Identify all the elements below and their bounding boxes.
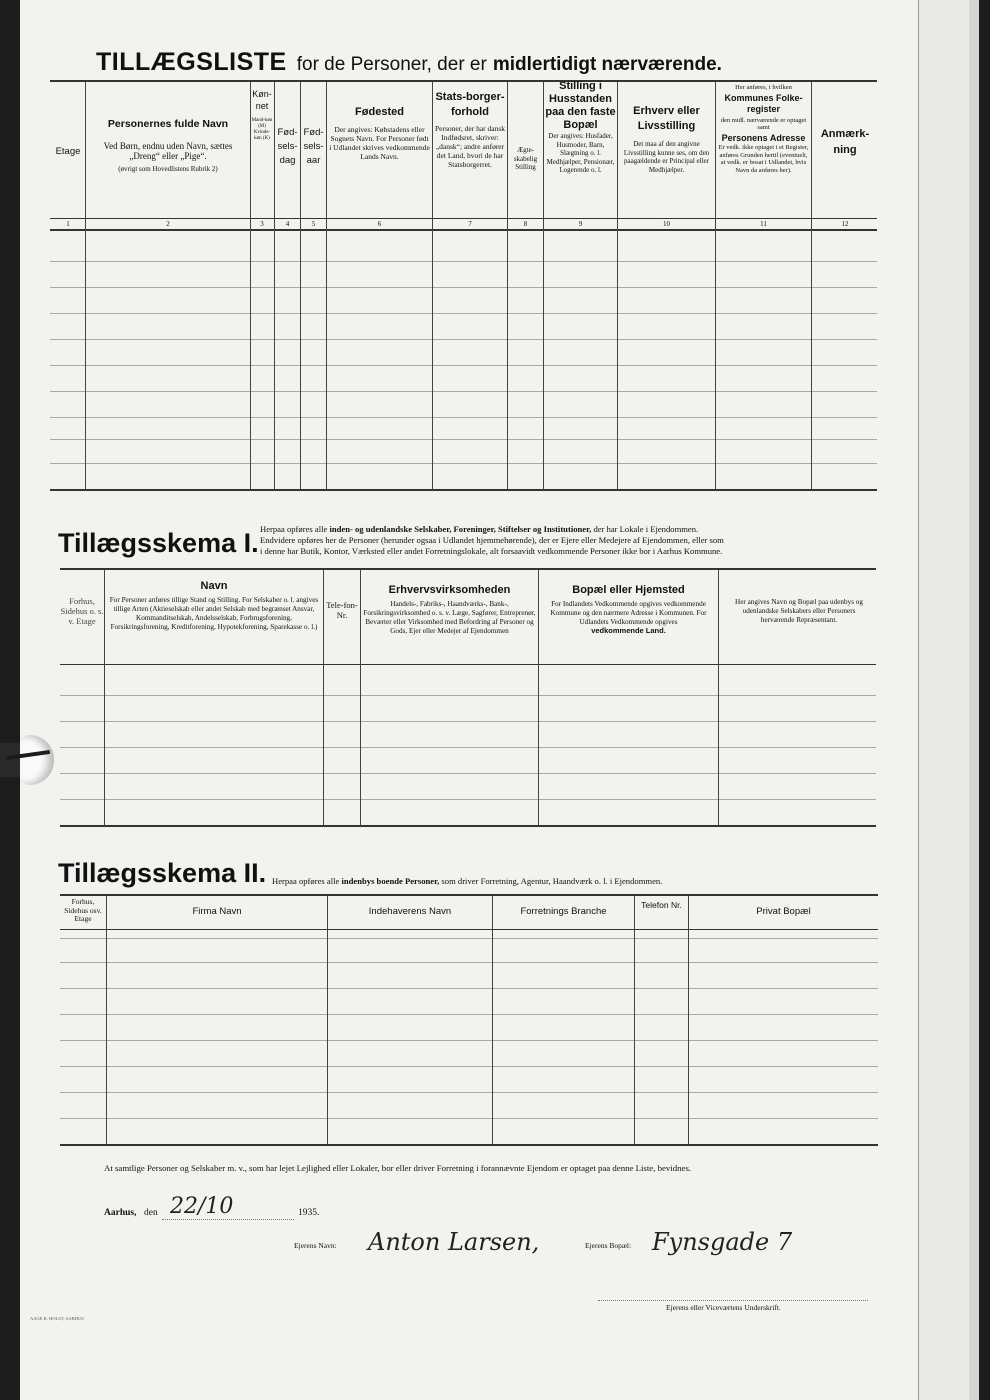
col-num: 3 — [260, 220, 264, 228]
title-main: TILLÆGSLISTE — [96, 48, 287, 76]
col-etage-title: Etage — [55, 146, 81, 157]
col-register-title: Kommunes Folke-register — [724, 92, 803, 114]
col-erhverv-header — [619, 104, 714, 174]
footer-owner-address-label: Ejerens Bopæl: — [585, 1241, 632, 1250]
skema2-intro-a: Herpaa opføres alle — [272, 876, 340, 886]
skema1-intro-a: Herpaa opføres alle — [260, 524, 328, 534]
col-navn-header — [88, 118, 248, 174]
footer-owner-name-label: Ejerens Navn: — [294, 1241, 337, 1250]
col-fodselsaar-title: Fød-sels-aar — [303, 127, 324, 166]
col-erhverv-desc: Det maa af den angivne Livsstilling kunne ses, om den paagældende er Principal eller Medhjælper. — [623, 140, 710, 174]
col-register-title2: Personens Adresse — [721, 132, 806, 143]
skema1-intro-line2: Endvidere opføres her de Personer (herunder ogsaa i Udlandet hjemmehørende), der er Ejere eller Medejere af Ejendommen, eller som — [260, 535, 724, 545]
skema1-col-etage: Forhus, Sidehus o. s. v. Etage — [60, 596, 104, 626]
skema2-col-telefon: Telefon Nr. — [641, 900, 682, 910]
skema1-col-bopael-header — [540, 584, 717, 636]
skema2-intro — [272, 876, 882, 886]
col-kon-header — [251, 88, 273, 142]
col-fodested-header — [329, 106, 430, 161]
skema1-col-erhverv-header — [362, 584, 537, 636]
skema1-col-bopael-desc: For Indlandets Vedkommende opgives vedkommende Kommune og den nærmere Adresse i Kommunen. For Udlandets Vedkommende opgives — [550, 600, 707, 626]
skema2-col-branche: Forretnings Branche — [520, 906, 607, 917]
footer-year: 1935. — [298, 1208, 320, 1218]
col-num: 2 — [166, 220, 170, 228]
skema1-col-erhverv-desc: Handels-, Fabriks-, Haandværks-, Bank-, Forsikringsvirksomhed o. s. v. Læge, Sagfører, Entreprenør, Beværter eller Virksomhed med Befordring af Personer og Gods, Ejer eller Medejer af Ejendommen — [363, 600, 536, 635]
page-edge — [918, 0, 978, 1400]
col-stilling-bopael: Bopæl — [563, 119, 598, 131]
col-fodested-title: Fødested — [355, 106, 404, 118]
col-num: 6 — [377, 220, 382, 228]
col-statsborger-title: Stats-borger-forhold — [435, 91, 505, 118]
col-navn-title: Personernes fulde Navn — [107, 118, 229, 130]
skema1-intro-c: der har Lokale i Ejendommen. — [593, 524, 699, 534]
col-fodested-desc: Der angives: Købstadens eller Sognets Navn. For Personer født i Udlandet skrives vedkommende Lands Navn. — [329, 125, 430, 161]
skema1-title: Tillægsskema I. — [58, 528, 259, 558]
col-anmaerkning-title: Anmærk-ning — [820, 128, 870, 156]
col-num: 5 — [311, 220, 316, 228]
skema1-intro-b: inden- og udenlandske Selskaber, Foreninger, Stiftelser og Institutioner, — [329, 524, 592, 534]
col-register-desc: Er vedk. ikke optaget i et Register, anføres Grunden hertil (eventuelt, at vedk. er bosat i Udlandet, hvis Navn da anføres her). — [718, 144, 809, 174]
col-register-pre: Her anføres, i hvilken — [735, 84, 792, 91]
skema2-col-etage: Forhus, Sidehus osv. Etage — [64, 897, 102, 923]
col-fodselsdag-title: Fød-sels-dag — [277, 127, 298, 166]
col-statsborger-header — [434, 90, 506, 169]
col-num: 7 — [468, 220, 472, 228]
col-aegteskab-title: Ægte-skabelig Stilling — [513, 146, 538, 171]
printer-mark: AAGE K. HOLST, AARHUS — [30, 1316, 84, 1321]
skema1-col-navn-desc: For Personer anføres tillige Stand og Stilling. For Selskaber o. l. angives tillige Arten (Aktieselskab eller andet Selskab med begrænset Ansvar, Kommanditselskab, Andelsselskab, Forbrugsforening, Forsikringsforening, Kreditforening, Hypotekforening, Sparekasse o. l.) — [109, 596, 319, 631]
binder-clip-icon — [0, 735, 58, 785]
col-navn-note: (øvrigt som Hovedlistens Rubrik 2) — [118, 165, 218, 173]
footer-owner-name-handwritten: Anton Larsen, — [368, 1228, 540, 1256]
footer-city: Aarhus, — [104, 1208, 137, 1218]
footer-date-handwritten: 22/10 — [170, 1194, 234, 1219]
footer-declaration: At samtlige Personer og Selskaber m. v., som har lejet Lejlighed eller Lokaler, bor eller driver Forretning i forannævnte Ejendom er optaget paa denne Liste, bevidnes. — [104, 1163, 692, 1173]
col-stilling-desc: Der angives: Husfader, Husmoder, Barn, Slægtning o. l. Medhjælper, Pensionær, Logerende o. l. — [546, 132, 615, 174]
skema1-col-navn-header — [106, 580, 322, 632]
title-bold: midlertidigt nærværende. — [492, 54, 722, 75]
col-stilling-header — [545, 80, 616, 175]
col-num: 9 — [578, 220, 583, 228]
col-stilling-title: Stilling i Husstanden paa den faste — [545, 80, 616, 118]
col-num: 10 — [663, 220, 670, 228]
skema2-col-indehaver: Indehaverens Navn — [368, 906, 452, 917]
col-num: 11 — [760, 220, 767, 228]
skema1-col-navn-title: Navn — [200, 580, 228, 592]
footer-den: den — [144, 1208, 158, 1218]
form-title — [96, 48, 722, 77]
col-statsborger-desc: Personer, der har dansk Indfødsret, skriver: „dansk“; andre anfører det Land, hvori de har Statsborgerret. — [434, 124, 506, 169]
footer-signature-label: Ejerens eller Viceværtens Underskrift. — [666, 1303, 781, 1312]
form-page — [20, 0, 918, 1400]
col-num: 8 — [523, 220, 528, 228]
col-kon-desc: Mand-køn (M) Kvinde-køn (K) — [251, 118, 273, 141]
title-mid: for de Personer, der er — [296, 54, 487, 75]
skema1-col-erhverv-title: Erhvervsvirksomheden — [388, 584, 511, 596]
skema2-col-firma: Firma Navn — [192, 906, 242, 917]
skema1-intro-line3: i denne har Butik, Kontor, Værksted eller andet Forretningslokale, alt forsaavidt vedkommende Personer ikke bor i Aarhus Kommune. — [260, 546, 723, 556]
skema1-intro — [260, 524, 880, 557]
col-num: 1 — [66, 220, 70, 228]
col-kon-title: Køn-net — [252, 89, 272, 111]
col-num: 4 — [285, 220, 290, 228]
footer-owner-address-handwritten: Fynsgade 7 — [652, 1228, 793, 1256]
skema1-col-telefon: Tele-fon-Nr. — [326, 600, 358, 620]
col-register-mid: den midl. nærværende er optaget samt — [720, 116, 807, 131]
col-erhverv-title: Erhverv eller Livsstilling — [633, 105, 700, 132]
col-navn-desc: Ved Børn, endnu uden Navn, sættes „Dreng“ eller „Pige“. — [103, 141, 233, 161]
skema2-col-privat: Privat Bopæl — [756, 906, 811, 917]
skema2-intro-c: som driver Forretning, Agentur, Haandværk o. l. i Ejendommen. — [441, 876, 663, 886]
skema1-col-bopael-desc2: vedkommende Land. — [591, 626, 666, 635]
skema2-intro-b: indenbys boende Personer, — [341, 876, 440, 886]
skema1-col-repr: Her angives Navn og Bopæl paa udenbys og udenlandske Selskabers eller Personers herværende Repræsentant. — [735, 598, 863, 624]
col-num: 12 — [841, 220, 849, 228]
skema2-title: Tillægsskema II. — [58, 858, 267, 888]
col-register-header — [717, 84, 810, 174]
skema1-col-bopael-title: Bopæl eller Hjemsted — [572, 584, 685, 596]
